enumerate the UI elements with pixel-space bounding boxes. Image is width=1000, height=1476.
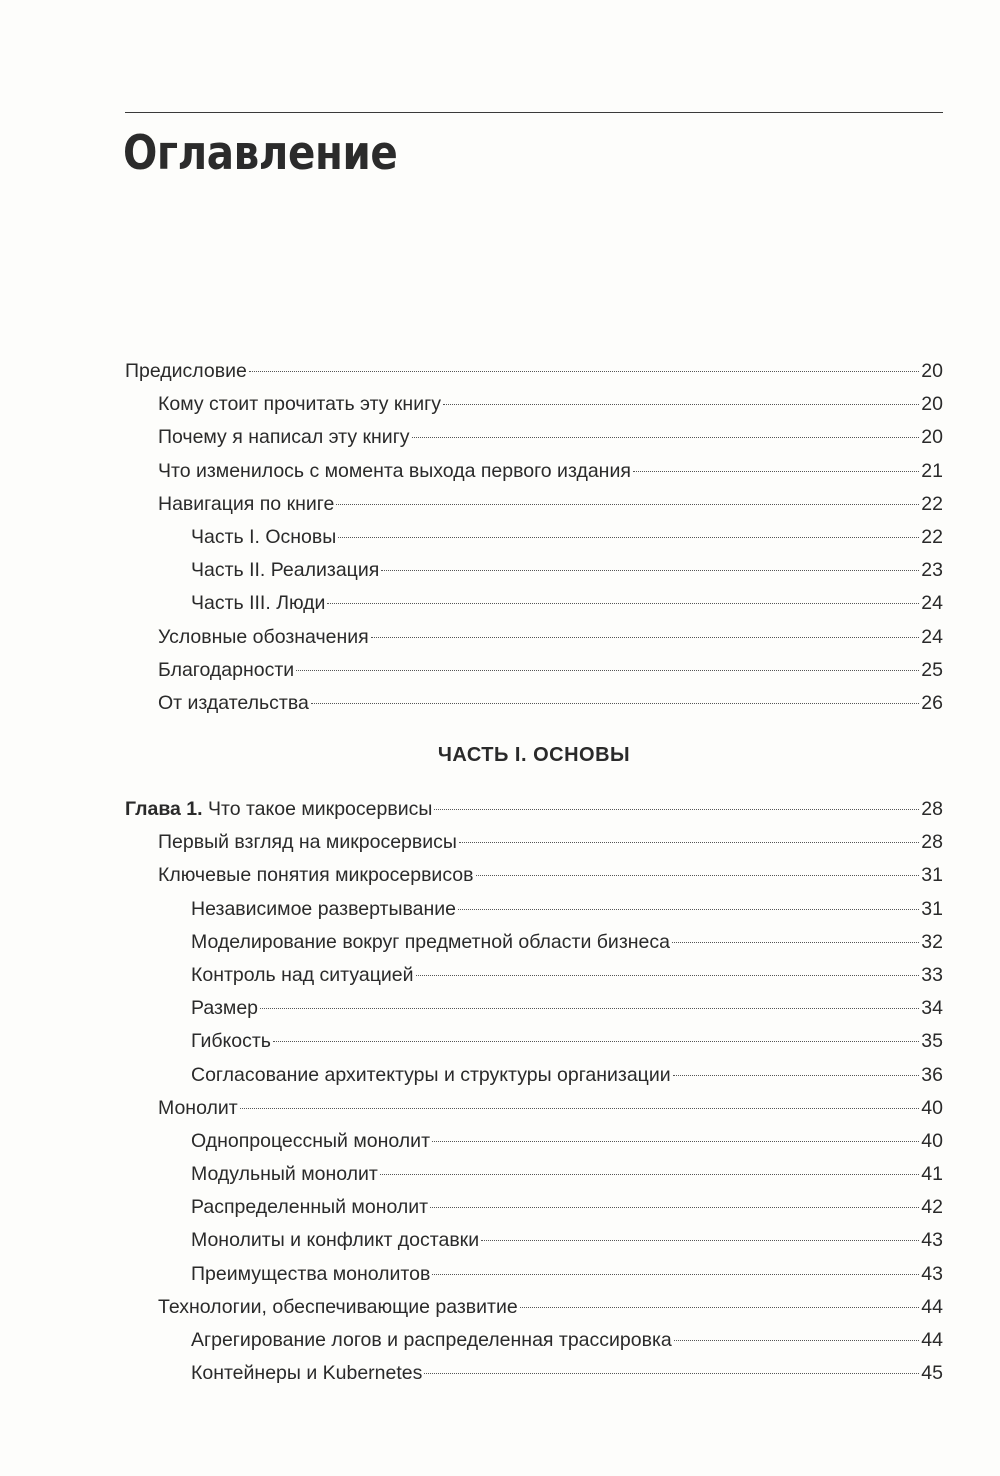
toc-entry-page-number: 20 [921, 393, 943, 416]
toc-entry[interactable] [125, 1059, 943, 1092]
toc-entry[interactable] [125, 1158, 943, 1191]
toc-entry-title [191, 1025, 271, 1058]
toc-entry-title [125, 355, 247, 388]
dot-leader [481, 1240, 919, 1241]
toc-entry-page-number: 34 [921, 997, 943, 1020]
toc-entry-page-number: 45 [921, 1362, 943, 1385]
dot-leader [432, 1141, 919, 1142]
toc-entry-title [158, 687, 309, 720]
toc-entry[interactable] [125, 554, 943, 587]
toc-entry[interactable] [125, 455, 943, 488]
toc-entry-page-number: 44 [921, 1295, 943, 1318]
toc-entry-text: Первый взгляд на микросервисы [158, 831, 457, 854]
toc-entry[interactable] [125, 488, 943, 521]
dot-leader [459, 842, 919, 843]
toc-entry-page-number: 24 [921, 592, 943, 615]
dot-leader [311, 703, 919, 704]
toc-entry[interactable] [125, 1224, 943, 1257]
dot-leader [249, 371, 919, 372]
toc-entry-page-number: 44 [921, 1329, 943, 1351]
dot-leader [633, 471, 919, 472]
dot-leader [296, 670, 919, 671]
toc-entry[interactable] [125, 587, 943, 620]
top-rule [125, 112, 943, 113]
toc-entry-text: Преимущества монолитов [191, 1262, 431, 1285]
dot-leader [260, 1008, 919, 1009]
toc-entry-title [191, 893, 456, 926]
dot-leader [458, 909, 919, 910]
toc-entry-page-number: 22 [921, 492, 943, 515]
dot-leader [336, 504, 919, 505]
toc-entry-page-number: 28 [921, 831, 943, 854]
toc-entry-page-number: 25 [921, 658, 943, 681]
toc-entry-title [158, 1291, 518, 1324]
toc-entry[interactable] [125, 992, 943, 1025]
toc-chapter-one [125, 793, 943, 1390]
dot-leader [416, 975, 920, 976]
toc-entry-page-number: 31 [921, 897, 943, 920]
toc-entry-page-number: 24 [921, 625, 943, 648]
dot-leader [371, 637, 920, 638]
toc-entry[interactable] [125, 926, 943, 959]
toc-entry-title [125, 793, 432, 826]
toc-front-matter [125, 355, 943, 720]
toc-entry-text: Контейнеры и Kubernetes [191, 1362, 423, 1385]
toc-entry-text: Благодарности [158, 658, 295, 681]
toc-entry-title [158, 455, 631, 488]
toc-entry-title [191, 554, 379, 587]
toc-entry-text: Ключевые понятия микросервисов [158, 864, 474, 887]
toc-entry-page-number: 21 [921, 459, 943, 482]
toc-entry-text: Модульный монолит [191, 1163, 378, 1186]
toc-entry[interactable] [125, 859, 943, 892]
toc-entry-title [158, 826, 457, 859]
dot-leader [380, 1174, 919, 1175]
toc-entry-text: Технологии, обеспечивающие развитие [158, 1295, 518, 1318]
toc-entry-text: От издательства [158, 691, 309, 714]
toc-entry-page-number: 31 [921, 864, 943, 887]
toc-entry-title [191, 992, 258, 1025]
toc-entry-page-number: 35 [921, 1030, 943, 1053]
toc-entry-page-number: 42 [921, 1196, 943, 1219]
dot-leader [240, 1108, 920, 1109]
dot-leader [412, 437, 920, 438]
dot-leader [432, 1274, 919, 1275]
toc-entry[interactable] [125, 826, 943, 859]
toc-entry-title [158, 621, 369, 654]
toc-entry-page-number: 36 [921, 1063, 943, 1086]
toc-entry-text: Кому стоит прочитать эту книгу [158, 393, 441, 416]
toc-entry-title [158, 488, 334, 521]
toc-entry-page-number: 22 [921, 525, 943, 548]
toc-entry[interactable] [125, 654, 943, 687]
toc-entry-text: Монолит [158, 1096, 238, 1119]
toc-entry-title [191, 1158, 378, 1191]
toc-entry-page-number: 20 [921, 360, 943, 382]
toc-entry-page-number: 28 [921, 798, 943, 820]
toc-entry-title [158, 388, 441, 421]
toc-entry-text: Почему я написал эту книгу [158, 426, 410, 449]
toc-entry-text: Условные обозначения [158, 625, 369, 648]
dot-leader [424, 1373, 919, 1374]
toc-entry-text: Согласование архитектуры и структуры организации [191, 1063, 671, 1086]
toc-entry-text: Что изменилось с момента выхода первого издания [158, 459, 631, 482]
dot-leader [273, 1041, 919, 1042]
toc-entry-text: Размер [191, 997, 259, 1020]
dot-leader [327, 603, 919, 604]
toc-entry-text: Часть III. Люди [191, 592, 326, 615]
toc-entry-text: Гибкость [191, 1030, 271, 1053]
toc-entry-text: Моделирование вокруг предметной области бизнеса [191, 930, 670, 953]
toc-entry-text: Независимое развертывание [191, 897, 456, 920]
toc-entry-text: Предисловие [125, 360, 247, 382]
toc-entry-text: Агрегирование логов и распределенная трассировка [191, 1329, 672, 1351]
toc-entry-title [191, 959, 414, 992]
toc-entry[interactable] [125, 1125, 943, 1158]
chapter-prefix: Глава 1. [125, 798, 203, 820]
toc-entry-title [191, 1125, 430, 1158]
toc-entry[interactable] [125, 621, 943, 654]
toc-entry[interactable] [125, 521, 943, 554]
toc-entry-title [191, 1258, 430, 1291]
toc-entry-text: Распределенный монолит [191, 1196, 429, 1219]
toc-entry-title [191, 1191, 428, 1224]
page-title: Оглавление [123, 126, 398, 181]
toc-entry-title [191, 1059, 671, 1092]
toc-entry-title [191, 926, 670, 959]
toc-entry[interactable] [125, 1025, 943, 1058]
toc-entry-title [191, 521, 336, 554]
toc-entry[interactable] [125, 1191, 943, 1224]
toc-entry-page-number: 40 [921, 1096, 943, 1119]
toc-entry-text: Монолиты и конфликт доставки [191, 1229, 480, 1252]
dot-leader [476, 875, 920, 876]
toc-entry-page-number: 43 [921, 1229, 943, 1252]
toc-entry-title [158, 859, 474, 892]
dot-leader [672, 942, 919, 943]
dot-leader [520, 1307, 920, 1308]
toc-entry-text: Что такое микросервисы [208, 798, 433, 820]
toc-entry[interactable] [125, 355, 943, 388]
toc-entry[interactable] [125, 1291, 943, 1324]
toc-entry-title [158, 654, 294, 687]
toc-entry-title [191, 1324, 672, 1357]
toc-entry-page-number: 32 [921, 930, 943, 953]
toc-entry-text: Контроль над ситуацией [191, 963, 414, 986]
toc-entry[interactable] [125, 687, 943, 720]
toc-entry-page-number: 26 [921, 691, 943, 714]
toc-entry-page-number: 20 [921, 426, 943, 449]
toc-entry[interactable] [125, 388, 943, 421]
toc-entry[interactable] [125, 1357, 943, 1390]
toc-entry[interactable] [125, 1092, 943, 1125]
toc-entry[interactable] [125, 893, 943, 926]
toc-entry[interactable] [125, 793, 943, 826]
dot-leader [381, 570, 919, 571]
dot-leader [674, 1340, 920, 1341]
toc-entry-page-number: 33 [921, 963, 943, 986]
toc-entry-page-number: 43 [921, 1262, 943, 1285]
toc-entry-page-number: 23 [921, 559, 943, 582]
toc-entry[interactable] [125, 959, 943, 992]
dot-leader [430, 1207, 919, 1208]
toc-entry-page-number: 41 [921, 1163, 943, 1186]
toc-entry-title [191, 587, 325, 620]
toc-entry-text: Часть I. Основы [191, 525, 337, 548]
dot-leader [443, 404, 919, 405]
toc-entry-text: Навигация по книге [158, 492, 335, 515]
toc-entry-title [158, 1092, 238, 1125]
toc-entry[interactable] [125, 421, 943, 454]
toc-entry[interactable] [125, 1324, 943, 1357]
dot-leader [673, 1075, 920, 1076]
dot-leader [338, 537, 919, 538]
dot-leader [434, 809, 919, 810]
toc-entry-title [158, 421, 410, 454]
toc-entry-page-number: 40 [921, 1129, 943, 1152]
toc-entry-text: Часть II. Реализация [191, 559, 380, 582]
toc-entry[interactable] [125, 1258, 943, 1291]
toc-entry-title [191, 1224, 479, 1257]
part-heading: ЧАСТЬ I. ОСНОВЫ [437, 744, 631, 766]
toc-entry-title [191, 1357, 422, 1390]
toc-entry-text: Однопроцессный монолит [191, 1129, 431, 1152]
